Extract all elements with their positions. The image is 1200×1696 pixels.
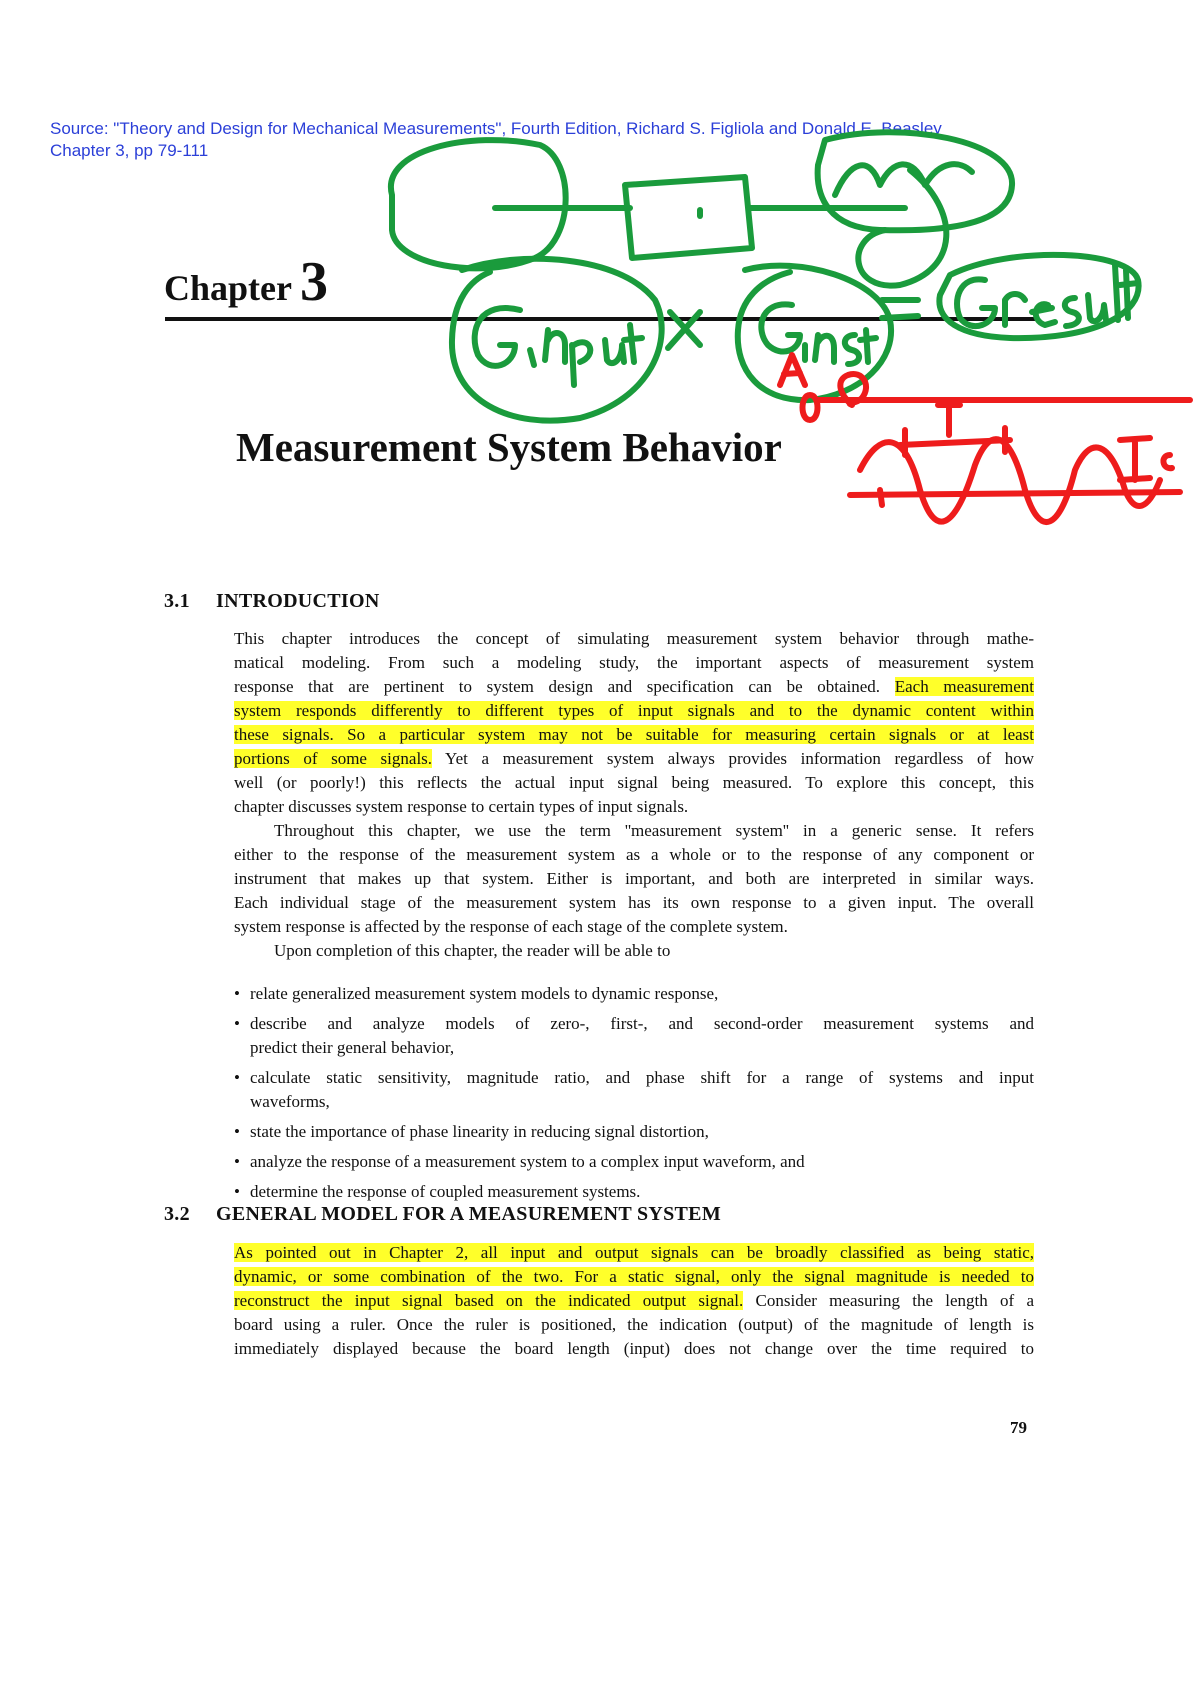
list-item: • analyze the response of a measurement system to a complex input waveform, and (234, 1152, 805, 1171)
chapter-number: 3 (300, 251, 328, 313)
page-number: 79 (1010, 1418, 1027, 1437)
highlighted-text: Each measurement (894, 677, 1034, 696)
chapter-title: Measurement System Behavior (236, 424, 782, 470)
red-sine-annotation (780, 355, 1190, 522)
section-number: 3.1 (164, 590, 190, 612)
text-line: either to the response of the measurement system as a whole or to the response of any component or (234, 845, 1034, 864)
text-line: immediately displayed because the board length (input) does not change over the time required to (234, 1339, 1034, 1358)
text-line: instrument that makes up that system. Either is important, and both are interpreted in similar ways. (234, 869, 1034, 888)
highlighted-text: As pointed out in Chapter 2, all input and output signals can be broadly classified as being static, (234, 1243, 1034, 1262)
text-line: system response is affected by the response of each stage of the complete system. (234, 917, 788, 936)
section-title: GENERAL MODEL FOR A MEASUREMENT SYSTEM (216, 1203, 722, 1225)
text-span: Yet a measurement system always provides information regardless of how (445, 749, 1034, 768)
list-item: • calculate static sensitivity, magnitude ratio, and phase shift for a range of systems and input waveforms, (234, 1068, 1034, 1111)
source-line-1: Source: "Theory and Design for Mechanical Measurements", Fourth Edition, Richard S. Figliola and Donald E. Beasley (50, 119, 942, 138)
text-line: Each individual stage of the measurement system has its own response to a given input. The overall (234, 893, 1034, 912)
highlighted-text: these signals. So a particular system may not be suitable for measuring certain signals or at least (234, 725, 1034, 744)
text-span: response that are pertinent to system design and specification can be obtained. (234, 677, 881, 696)
highlighted-text: system responds differently to different types of input signals and to the dynamic content within (234, 701, 1034, 720)
text-line: This chapter introduces the concept of simulating measurement system behavior through mathe- (234, 629, 1034, 648)
list-item: • determine the response of coupled measurement systems. (234, 1182, 641, 1201)
chapter-label: Chapter (164, 268, 292, 308)
section-number: 3.2 (164, 1203, 190, 1225)
text-line: well (or poorly!) this reflects the actual input signal being measured. To explore this concept, this (234, 773, 1034, 792)
highlighted-text: reconstruct the input signal based on the indicated output signal. (234, 1291, 744, 1310)
list-item: • relate generalized measurement system models to dynamic response, (234, 984, 719, 1003)
text-line: Throughout this chapter, we use the term ''measurement system'' in a generic sense. It refers (274, 821, 1034, 840)
source-line-2: Chapter 3, pp 79-111 (50, 141, 209, 160)
list-item: • describe and analyze models of zero-, first-, and second-order measurement systems and predict their general behavior, (234, 1014, 1034, 1057)
text-line: board using a ruler. Once the ruler is positioned, the indication (output) of the magnitude of length is (234, 1315, 1034, 1334)
green-equation (452, 255, 1139, 421)
highlighted-text: dynamic, or some combination of the two. For a static signal, only the signal magnitude is needed to (234, 1267, 1034, 1286)
highlighted-text: portions of some signals. (234, 749, 433, 768)
text-line: Upon completion of this chapter, the reader will be able to (274, 941, 671, 960)
text-line: chapter discusses system response to certain types of input signals. (234, 797, 689, 816)
list-item: • state the importance of phase linearity in reducing signal distortion, (234, 1122, 709, 1141)
text-line: matical modeling. From such a modeling study, the important aspects of measurement system (234, 653, 1034, 672)
text-span: Consider measuring the length of a (755, 1291, 1034, 1310)
section-title: INTRODUCTION (216, 590, 380, 612)
